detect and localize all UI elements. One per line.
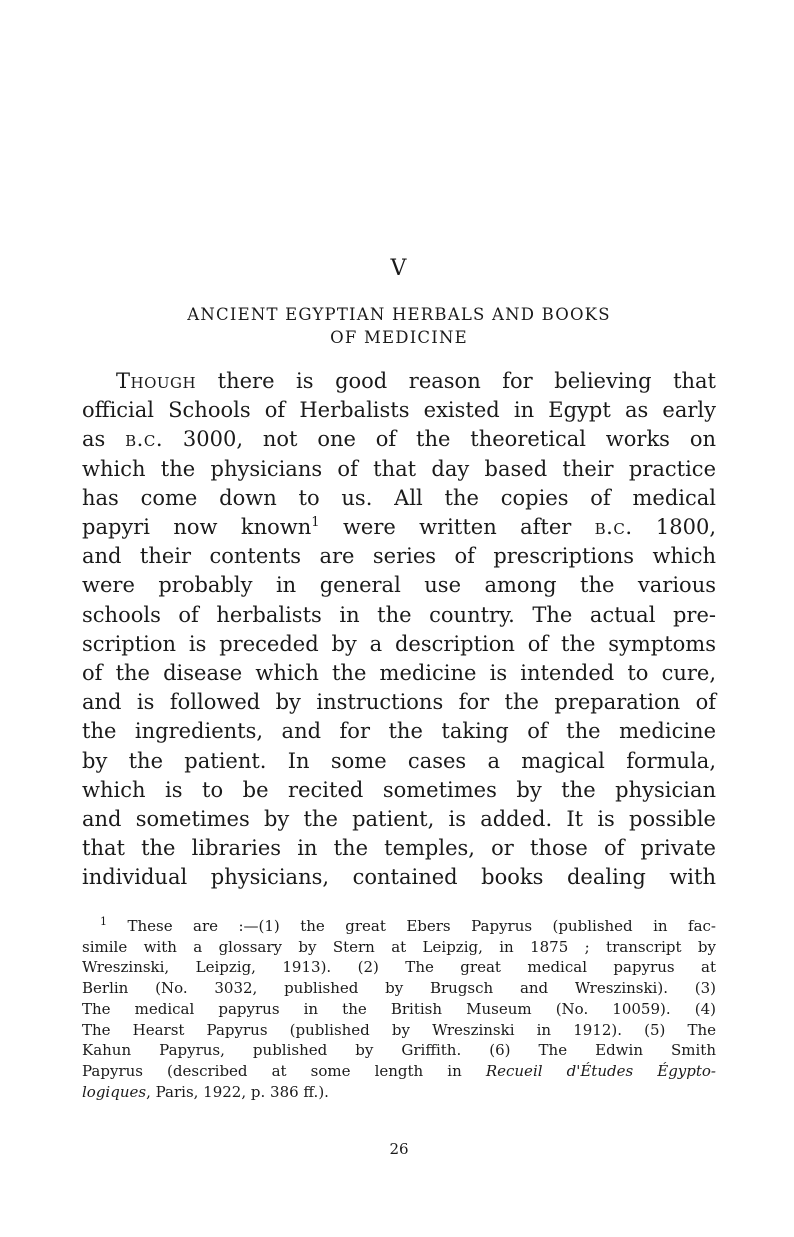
chapter-title-line-1: ANCIENT EGYPTIAN HERBALS AND BOOKS — [187, 305, 611, 324]
page-number: 26 — [389, 1140, 409, 1158]
body-line: by the patient. In some cases a magical formula, — [82, 748, 716, 773]
journal-title: Recueil d'Études Égypto- — [485, 1061, 716, 1080]
body-line: as b.c. 3000, not one of the theoretical works on — [82, 427, 716, 452]
footnote-line: logiques, Paris, 1922, p. 386 ff.). — [82, 1082, 329, 1101]
body-line: which the physicians of that day based their practice — [82, 456, 716, 481]
body-line: which is to be recited sometimes by the physician — [82, 777, 716, 802]
footnote-line: Papyrus (described at some length in Recueil d'Études Égypto- — [82, 1061, 716, 1080]
body-line: Though there is good reason for believing that — [116, 369, 716, 393]
opening-word: Though — [116, 369, 197, 393]
body-line: of the disease which the medicine is intended to cure, — [82, 661, 716, 686]
footnote-line: The Hearst Papyrus (published by Wreszinski in 1912). (5) The — [82, 1020, 716, 1039]
footnote-line: Wreszinski, Leipzig, 1913). (2) The great medical papyrus at — [82, 958, 716, 977]
journal-title-continued: logiques — [82, 1082, 147, 1101]
body-line: and is followed by instructions for the preparation of — [82, 690, 716, 715]
book-page — [82, 0, 716, 1237]
body-line: has come down to us. All the copies of medical — [82, 485, 716, 510]
footnote-line: simile with a glossary by Stern at Leipzig, in 1875 ; transcript by — [82, 937, 716, 956]
footnote-line: $^1$ These are :—(1) the great Ebers Papyrus (published in fac- — [100, 915, 716, 935]
body-line: official Schools of Herbalists existed in Egypt as early — [82, 398, 716, 423]
chapter-number: V — [390, 256, 408, 281]
body-line: the ingredients, and for the taking of the medicine — [82, 719, 716, 744]
footnote-reference[interactable]: 1 — [311, 515, 320, 531]
footnote-line: Kahun Papyrus, published by Griffith. (6) The Edwin Smith — [82, 1041, 716, 1060]
body-line: and their contents are series of prescriptions which — [82, 544, 716, 569]
chapter-title — [82, 303, 716, 349]
footnote-line: The medical papyrus in the British Museum (No. 10059). (4) — [82, 999, 716, 1018]
body-line: individual physicians, contained books dealing with — [82, 865, 716, 890]
body-line: were probably in general use among the various — [82, 573, 716, 598]
footnote-line: Berlin (No. 3032, published by Brugsch and Wreszinski). (3) — [82, 979, 716, 998]
body-line: that the libraries in the temples, or those of private — [82, 836, 716, 861]
chapter-title-line-2: OF MEDICINE — [330, 328, 468, 347]
footnote-number: 1 — [100, 915, 107, 928]
body-paragraph — [82, 367, 716, 893]
body-line: schools of herbalists in the country. The actual pre- — [82, 602, 716, 627]
footnote — [82, 916, 716, 1102]
body-line: and sometimes by the patient, is added. It is possible — [82, 807, 716, 832]
body-line: scription is preceded by a description of the symptoms — [82, 631, 716, 656]
body-line: papyri now known$^1$ were written after b.c. 1800, — [82, 515, 716, 540]
